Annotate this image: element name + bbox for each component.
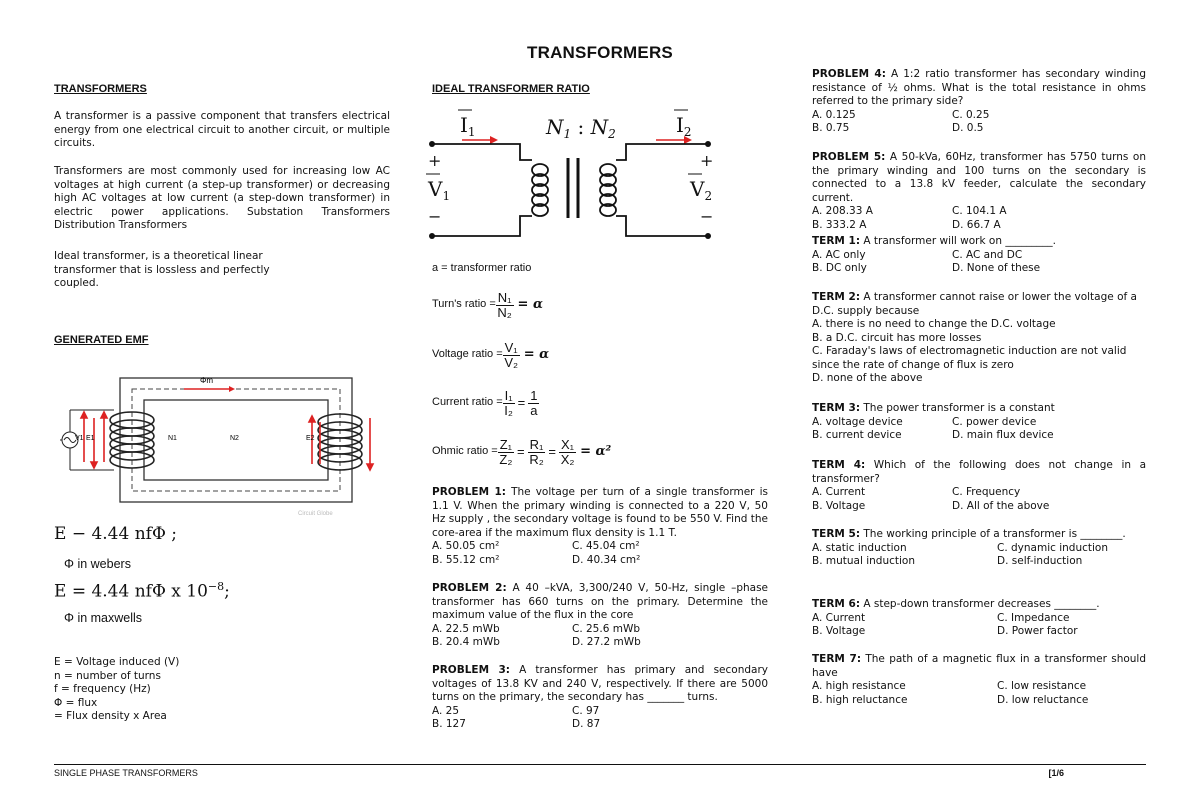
current-ratio: Current ratio = $\frac{\text{I₁}}{\text{I₂}}$ = $\frac{1}{a}$ xyxy=(432,387,538,418)
problem-1: PROBLEM 1: The voltage per turn of a single transformer is 1.1 V. When the primary winding is connected to a 220 V, 50 Hz supply , the secondary voltage is found to be 550 V. Find the core-area if the maximum flux density is 1.1 T. A. 50.05 cm² C. 45.04 cm² B. 55.12 cm² D. 40.34 cm² xyxy=(432,486,768,566)
page-number: [1/6 xyxy=(1048,768,1064,778)
term-7: TERM 7: The path of a magnetic flux in a transformer should have A. high resistance C. low resistance B. high reluctance D. low reluctance xyxy=(812,653,1147,706)
v2-label: $V_2$ xyxy=(690,177,713,203)
emf-equation-maxwells: E = 4.44 nfΦ x $10^{-8}$; xyxy=(54,580,230,602)
i2-label: $I_2$ xyxy=(676,113,692,139)
i1-label: $I_1$ xyxy=(460,113,476,139)
primary-coil xyxy=(532,164,548,216)
legend-item: f = frequency (Hz) xyxy=(54,683,151,695)
turns-ratio-label: $N_1$ : $N_2$ xyxy=(546,115,616,141)
legend-item: E = Voltage induced (V) xyxy=(54,656,180,668)
term-4: TERM 4: Which of the following does not change in a transformer? A. Current C. Frequency B. Voltage D. All of the above xyxy=(812,459,1147,512)
minus-sign: − xyxy=(700,207,714,226)
e2-label: E2 xyxy=(306,435,315,442)
problem-5: PROBLEM 5: A 50-kVa, 60Hz, transformer has 5750 turns on the primary winding and 100 turns on the secondary is connected to a 13.8 kV feeder, calculate the secondary current. A. 208.33 A C. 104.1 A B. 333.2 A D. 66.7 A xyxy=(812,151,1146,231)
term-5: TERM 5: The working principle of a transformer is ________. A. static induction C. dynamic induction B. mutual induction D. self-induction xyxy=(812,528,1126,567)
term-2: TERM 2: A transformer cannot raise or lower the voltage of a D.C. supply because A. there is no need to change the D.C. voltage B. a D.C. circuit has more losses C. Faraday's laws of electromagnetic induction are not valid since the rate of change of flux is zero D. none of the above xyxy=(812,291,1137,384)
para-definition: A transformer is a passive component that transfers electrical energy from one electrical circuit to another circuit, or multiple circuits. xyxy=(54,110,390,149)
e1-label: E1 xyxy=(86,435,95,442)
heading-transformers: TRANSFORMERS xyxy=(54,83,147,95)
secondary-coil xyxy=(600,164,616,216)
n2-label: N2 xyxy=(230,435,239,442)
plus-sign: + xyxy=(700,151,714,170)
term-1: TERM 1: A transformer will work on _________. A. AC only C. AC and DC B. DC only D. None of these xyxy=(812,235,1056,274)
phi-maxwells-note: Φ in maxwells xyxy=(64,611,143,625)
footer-title: SINGLE PHASE TRANSFORMERS xyxy=(54,768,198,778)
v1-label: V1 xyxy=(75,435,84,442)
legend-item: = Flux density x Area xyxy=(54,710,167,722)
problem-3: PROBLEM 3: A transformer has primary and secondary voltages of 13.8 KV and 240 V, respectively. If there are 5000 turns on the primary, the secondary has _______ turns. A. 25 C. 97 B. 127 D. 87 xyxy=(432,664,769,730)
voltage-ratio: Voltage ratio = $\frac{\text{V₁}}{\text{V₂}}$ = α xyxy=(432,339,550,370)
heading-ideal-ratio: IDEAL TRANSFORMER RATIO xyxy=(432,83,590,95)
phi-label: Φm xyxy=(200,376,214,385)
phi-webers-note: Φ in webers xyxy=(64,557,131,571)
a-definition: a = transformer ratio xyxy=(432,262,532,274)
emf-equation-webers: E − 4.44 nfΦ ; xyxy=(54,524,178,544)
para-uses: Transformers are most commonly used for increasing low AC voltages at high current (a step-up transformer) or decreasing high AC voltages at low current (a step-down transformer) in electric power applications. Substation Transformers Distribution Transformers xyxy=(54,165,390,231)
problem-4: PROBLEM 4: A 1:2 ratio transformer has secondary winding resistance of ½ ohms. What is the total resistance in ohms referred to the primary side? A. 0.125 C. 0.25 B. 0.75 D. 0.5 xyxy=(812,68,1146,134)
turns-ratio: Turn's ratio = $\frac{\text{N₁}}{\text{N₂}}$ = α xyxy=(432,289,543,320)
page-footer xyxy=(54,764,1146,778)
term-3: TERM 3: The power transformer is a constant A. voltage device C. power device B. current device D. main flux device xyxy=(812,402,1055,441)
legend-item: Φ = flux xyxy=(54,696,98,709)
legend-item: n = number of turns xyxy=(54,669,161,682)
page-title: TRANSFORMERS xyxy=(527,43,673,62)
v1-label: $V_1$ xyxy=(428,177,451,203)
plus-sign: + xyxy=(428,151,442,170)
para-ideal: Ideal transformer, is a theoretical linear transformer that is lossless and perfectly coupled. xyxy=(54,250,270,289)
n1-label: N1 xyxy=(168,435,177,442)
heading-generated-emf: GENERATED EMF xyxy=(54,334,149,346)
watermark: Circuit Globe xyxy=(298,511,333,517)
problem-2: PROBLEM 2: A 40 –kVA, 3,300/240 V, 50-Hz, single –phase transformer has 660 turns on the primary. Determine the maximum value of the flux in the core A. 22.5 mWb C. 25.6 mWb B. 20.4 mWb D. 27.2 mWb xyxy=(432,582,769,648)
generated-emf-diagram xyxy=(54,372,384,520)
ideal-transformer-diagram xyxy=(420,98,750,246)
minus-sign: − xyxy=(428,207,442,226)
ohmic-ratio: Ohmic ratio = $\frac{\text{Z₁}}{\text{Z₂}}$ = $\frac{\text{R₁}}{\text{R₂}}$ = $\frac{\text{X₁}}{\text{X₂}}$ = α² xyxy=(432,436,612,467)
term-6: TERM 6: A step-down transformer decreases ________. A. Current C. Impedance B. Voltage D. Power factor xyxy=(812,598,1100,637)
variable-legend xyxy=(54,656,390,724)
